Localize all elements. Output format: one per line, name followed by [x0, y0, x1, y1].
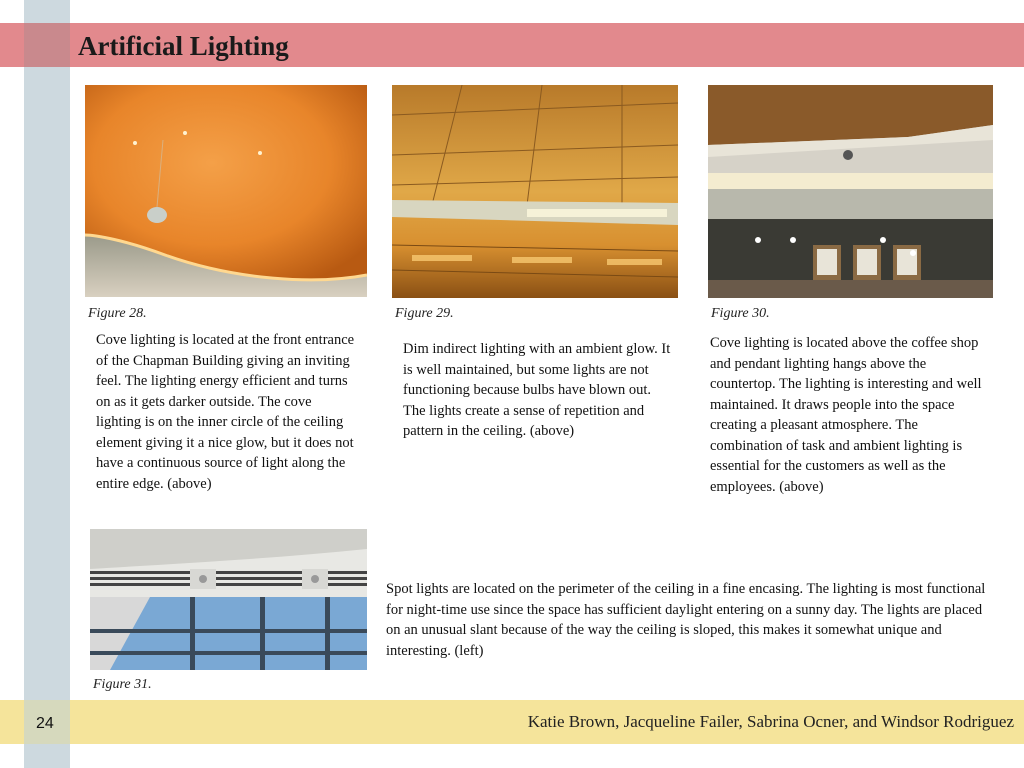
left-accent-bar	[24, 0, 70, 768]
figure-29-caption: Figure 29.	[395, 306, 454, 321]
figure-31-caption: Figure 31.	[93, 677, 152, 692]
authors: Katie Brown, Jacqueline Failer, Sabrina Ocner, and Windsor Rodriguez	[527, 712, 1014, 731]
figure-31-photo	[90, 529, 367, 670]
figure-29-photo	[392, 85, 678, 298]
figure-28-caption: Figure 28.	[88, 306, 147, 321]
page-number: 24	[36, 715, 54, 732]
figure-30-description: Cove lighting is located above the coffee shop and pendant lighting hangs above the countertop. The lighting is interesting and well maintained. It draws people into the space creating a pleasant atmosphere. The combination of task and ambient lighting is essential for the customers as well as the employees. (above)	[710, 335, 982, 495]
slide-title: Artificial Lighting	[78, 31, 289, 61]
figure-28-description: Cove lighting is located at the front entrance of the Chapman Building giving an inviting feel. The lighting energy efficient and turns on as it gets darker outside. The cove lighting is on the inner circle of the ceiling element giving it a nice glow, but it does not have a continuous source of light along the entire edge. (above)	[96, 332, 355, 492]
figure-30-caption: Figure 30.	[711, 306, 770, 321]
title-band-overlap	[24, 23, 70, 67]
figure-28-photo	[85, 85, 367, 297]
figure-31-description: Spot lights are located on the perimeter of the ceiling in a fine encasing. The lighting is most functional for night-time use since the space has sufficient daylight entering on a sunny day. The lights are placed on an unusual slant because of the way the ceiling is sloped, this makes it somewhat unique and interesting. (left)	[386, 581, 986, 659]
figure-30-photo	[708, 85, 993, 298]
figure-29-description: Dim indirect lighting with an ambient glow. It is well maintained, but some lights are not functioning because bulbs have blown out. The lights create a sense of repetition and pattern in the ceiling. (above)	[403, 341, 671, 439]
